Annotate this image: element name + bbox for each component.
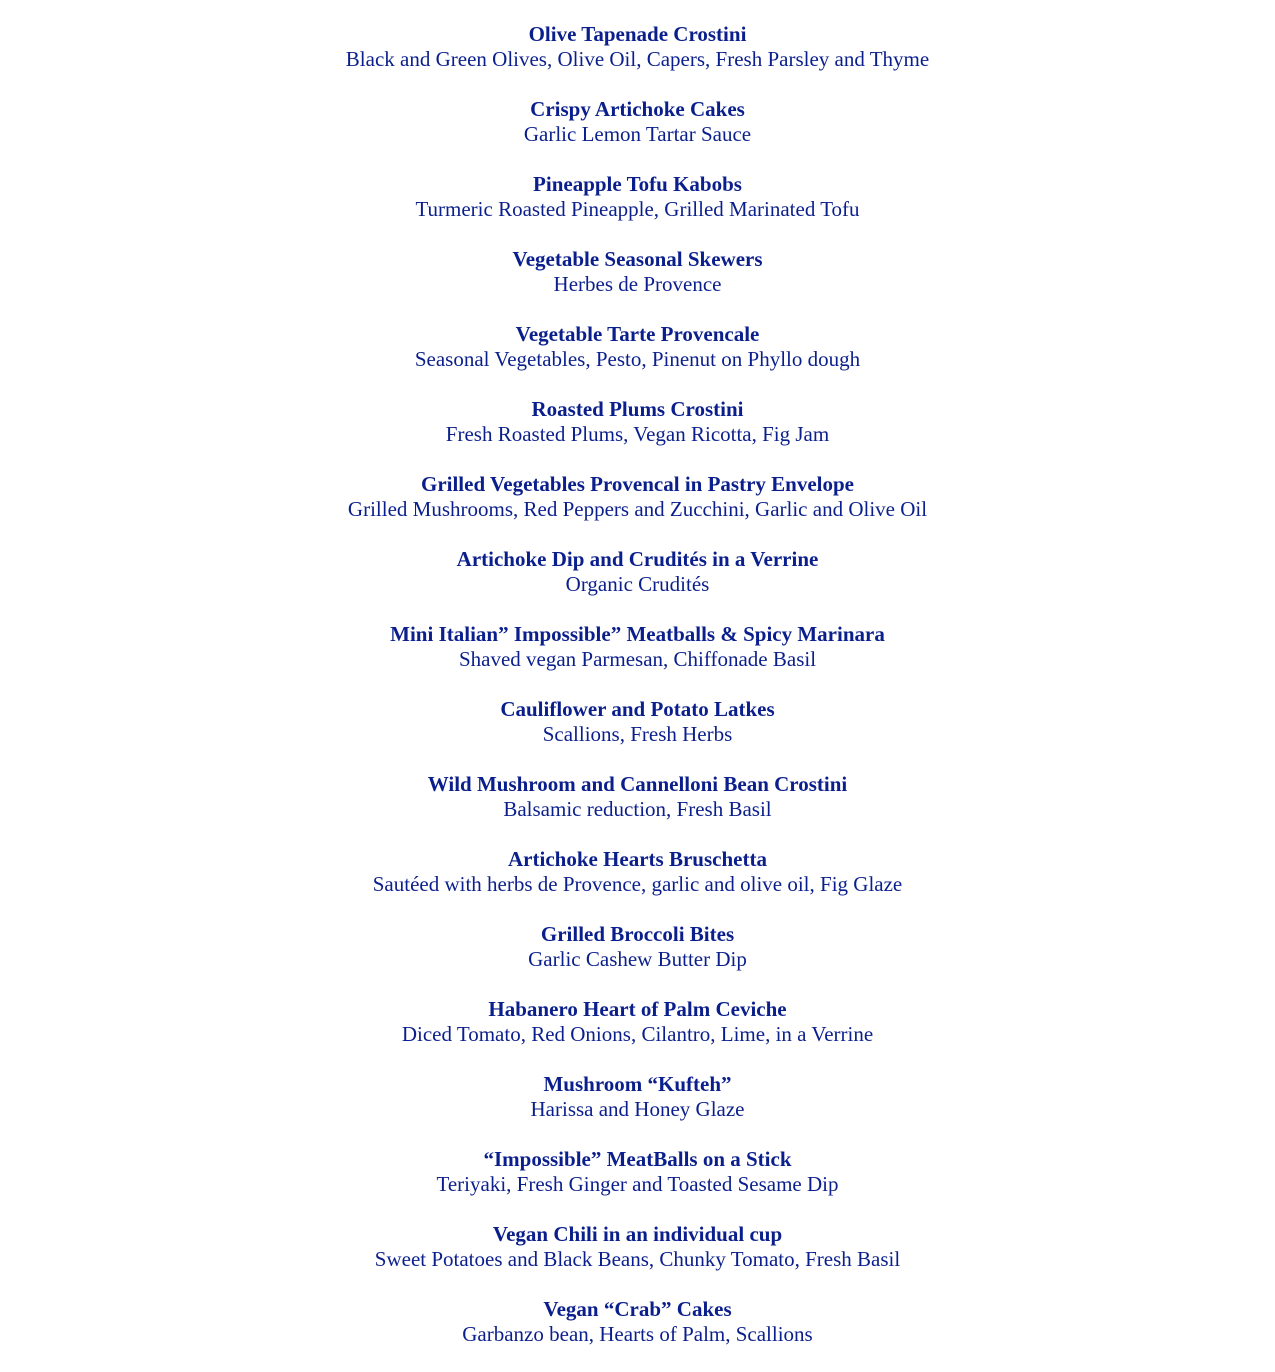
menu-item — [0, 697, 1275, 772]
menu-item-description: Garbanzo bean, Hearts of Palm, Scallions — [462, 1322, 813, 1346]
menu-item — [0, 547, 1275, 622]
menu-item-description: Sautéed with herbs de Provence, garlic and olive oil, Fig Glaze — [372, 872, 903, 896]
menu-item-title: Vegan Chili in an individual cup — [492, 1222, 783, 1246]
menu-item-title: Habanero Heart of Palm Ceviche — [488, 997, 787, 1021]
menu-item-description: Harissa and Honey Glaze — [530, 1097, 745, 1121]
menu-item-title: Wild Mushroom and Cannelloni Bean Crostini — [427, 772, 848, 796]
menu-item — [0, 472, 1275, 547]
menu-item-description: Seasonal Vegetables, Pesto, Pinenut on Phyllo dough — [414, 347, 861, 371]
menu-item-title: Vegan “Crab” Cakes — [543, 1297, 732, 1321]
menu-item-description: Fresh Roasted Plums, Vegan Ricotta, Fig Jam — [445, 422, 830, 446]
menu-item — [0, 772, 1275, 847]
menu-item — [0, 922, 1275, 997]
menu-item-description: Turmeric Roasted Pineapple, Grilled Marinated Tofu — [415, 197, 860, 221]
menu-item-description: Garlic Cashew Butter Dip — [528, 947, 747, 971]
menu-item-title: Pineapple Tofu Kabobs — [533, 172, 742, 196]
menu-item-title: Roasted Plums Crostini — [531, 397, 744, 421]
menu-item — [0, 22, 1275, 97]
menu-item-description: Balsamic reduction, Fresh Basil — [503, 797, 772, 821]
menu-item-title: Cauliflower and Potato Latkes — [500, 697, 775, 721]
menu-item-description: Black and Green Olives, Olive Oil, Capers, Fresh Parsley and Thyme — [345, 47, 930, 71]
menu-item-title: Vegetable Seasonal Skewers — [512, 247, 763, 271]
menu-item-description: Shaved vegan Parmesan, Chiffonade Basil — [458, 647, 817, 671]
menu-item-description: Sweet Potatoes and Black Beans, Chunky Tomato, Fresh Basil — [374, 1247, 901, 1271]
menu-item — [0, 322, 1275, 397]
menu-item — [0, 97, 1275, 172]
menu-item-description: Teriyaki, Fresh Ginger and Toasted Sesame Dip — [436, 1172, 839, 1196]
menu-item-title: Grilled Vegetables Provencal in Pastry Envelope — [420, 472, 854, 496]
menu-item-title: “Impossible” MeatBalls on a Stick — [483, 1147, 792, 1171]
menu-item — [0, 1147, 1275, 1222]
menu-item-title: Vegetable Tarte Provencale — [515, 322, 760, 346]
menu-item — [0, 622, 1275, 697]
menu-item — [0, 1072, 1275, 1147]
menu-item-description: Organic Crudités — [565, 572, 710, 596]
menu-item — [0, 847, 1275, 922]
menu-item — [0, 247, 1275, 322]
menu-item-description: Garlic Lemon Tartar Sauce — [523, 122, 752, 146]
menu-item — [0, 172, 1275, 247]
menu-item-description: Grilled Mushrooms, Red Peppers and Zucchini, Garlic and Olive Oil — [347, 497, 928, 521]
menu-item — [0, 1222, 1275, 1297]
menu-item-title: Grilled Broccoli Bites — [540, 922, 735, 946]
menu-item-title: Artichoke Dip and Crudités in a Verrine — [456, 547, 819, 571]
menu-item-title: Mini Italian” Impossible” Meatballs & Spicy Marinara — [390, 622, 885, 646]
menu-item-title: Crispy Artichoke Cakes — [530, 97, 745, 121]
menu-item-title: Mushroom “Kufteh” — [543, 1072, 732, 1096]
menu-list — [0, 22, 1275, 1372]
menu-item-description: Scallions, Fresh Herbs — [542, 722, 733, 746]
menu-item-description: Diced Tomato, Red Onions, Cilantro, Lime, in a Verrine — [401, 1022, 874, 1046]
menu-item — [0, 397, 1275, 472]
menu-item — [0, 997, 1275, 1072]
menu-item-title: Olive Tapenade Crostini — [528, 22, 747, 46]
menu-item-description: Herbes de Provence — [553, 272, 722, 296]
menu-item-title: Artichoke Hearts Bruschetta — [508, 847, 767, 871]
menu-item — [0, 1297, 1275, 1372]
